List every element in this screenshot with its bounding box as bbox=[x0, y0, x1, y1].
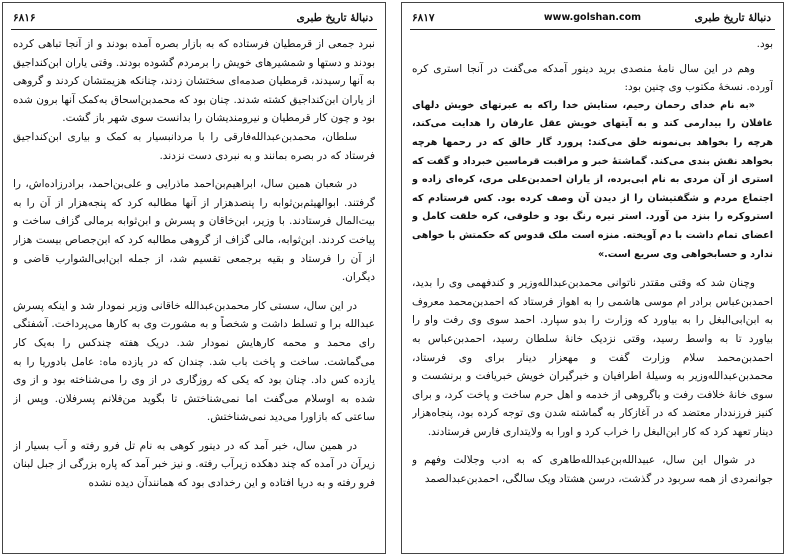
paragraph: وهم در این سال نامهٔ منصدی برید دینور آمدکه می‌گفت در آنجا استری کره آورده. نسخهٔ مکتوب وی چنین بود: bbox=[412, 62, 773, 94]
paragraph: در این سال، سستی کار محمدبن‌عبدالله خاقانی وزیر نمودار شد و اینکه پسرش عبدالله برا و تسلط داشت و شخصاً و به مشورت وی به کارها می‌پرداخت. آشفتگی رای محمد و محمه کارهایش نمودار شد. دریک هفته چندکس را به‌یک کار می‌گماشت. ساخت و پاخت باب شد. چندان که در یازده ماه: عامل بادوریا را به یازده کس داد. چنان بود که یکی که روزگاری در از وی را می‌شناخته بود و از وی شده به اوسلام می‌گفت اما نمی‌شناختش تا بگوید من‌فلانم پسرفلان. وپس از ساعتی که بازاورا می‌دید نمی‌شناختش. bbox=[13, 299, 375, 424]
page-gutter bbox=[386, 0, 401, 556]
running-title: دنبالهٔ تاریخ طبری bbox=[694, 12, 771, 24]
right-page-body bbox=[412, 35, 773, 549]
left-page-header bbox=[11, 7, 377, 30]
left-page-body bbox=[13, 35, 375, 549]
paragraph: در شعبان همین سال، ابراهیم‌بن‌احمد ماذرایی و علی‌بن‌احمد، برادرزاده‌اش، را گرفتند. ابوالهیثم‌بن‌ثوابه را پنصدهزار از آنها مطالبه کرد که پنجه‌هزار از آن را به بیت‌المال فرستادند. با وزیر، ابن‌خاقان و پسرش و ابن‌ثوابه برمالی گزاف ساخت و پیاخت کردند. ابن‌ثوابه، مالی گزاف از گروهی مطالبه کرد که ابن‌جصاص بیست هزار از آن را فرستاد و بقیه برجمعی تقسیم شد، از جمله ابن‌ابی‌الشوارب قاضی و دیگران. bbox=[13, 178, 375, 284]
quoted-letter: «به نام خدای رحمان رحیم، ستایش خدا راکه به عبرتهای خویش دلهای غافلان را بیدارمی کند و به آیتهای خویش عقل عارفان را هدایت می‌کند، هرچه را بخواهد بی‌نمونه خلق می‌کند: پرورد گار خالق که در رحمها هرچه بخواهد نقش بندی می‌کند. گماشتهٔ خبر و مراقبت قرماسین خبرداد و گفت که استری از آن مردی به نام ابی‌برده، از یاران احمدبن‌علی مری، کره‌ای زاده و اجتماع مردم و شگفتیشان را از دیدن آن وصف کرده بود. کس فرستادم که استروکره را بنزد من آورد. استر تیره رنگ بود و خلوقی، کره خلقت کامل و اعضای تمام داشت با دم آویخته. منزه است ملک قدوس که حکمتش با خواهی ندارد و حسابخواهی وی سریع است.» bbox=[412, 99, 773, 260]
paragraph: بود. bbox=[756, 38, 773, 50]
paragraph: در شوال این سال، عبیدالله‌بن‌عبدالله‌طاهری که به ادب وجلالت وفهم و جوانمردی از همه سربود در گذشت، درسن هشتاد ویک سالگی، احمدبن‌عبدالصمد bbox=[412, 454, 773, 486]
right-page bbox=[401, 2, 784, 554]
running-title: دنبالهٔ تاریخ طبری bbox=[296, 12, 373, 24]
paragraph: نبرد جمعی از قرمطیان فرستاده که به بازار بصره آمده بودند و از آنجا تباهی کرده بودند و دستها و شمشیرهای خویش را برمردم گشوده بودند. وقتی یاران ابن‌کنداجیق به آنها رسیدند، قرمطیان صدمه‌ای سختشان زدند، چنانکه هزیمتشان کردند و گروهی از یاران ابن‌کنداجیق کشته شدند. چنان بود که محمدبن‌اسحاق به‌کمک آنها برون شده بود و چون کار قرمطیان و نیرومندیشان را بدانست سوی شهر باز گشت. bbox=[13, 38, 375, 125]
right-page-header bbox=[410, 7, 775, 30]
website-url: www.golshan.com bbox=[543, 12, 642, 23]
paragraph: وچنان شد که وقتی مقتدر ناتوانی محمدبن‌عبدالله‌وزیر و کندفهمی وی را بدید، احمدبن‌عباس برادر ام موسی هاشمی را به اهواز فرستاد که احمدبن‌محمد معروف به ابن‌ابی‌البغل را به بیاورد که وزارت را بدو سپارد. احمد سوی وی رفت واو را بیاورد تا به واسط رسید، وقتی نزدیک خانهٔ سلطان رسید، احمدبن‌عباس به احمدبن‌محمد سلام وزارت گفت و مهعزار دینار برای وی فرستاد، محمدبن‌عبدالله‌وزیر به وسیلهٔ اطرافیان و خبرگیران خویش خبریافت و برنشست و سوی خانهٔ خلافت رفت و باگروهی از خدمه و اهل حرم ساخت و پاخت کرد، و برای کنیز فرزنددار معتضد که در آغازکار به گماشته شدن وی توجه کرده بود، پنجاه‌هزار دینار تعهد کرد که کار ابن‌البغل را خراب کرد و اورا به ولایتداری فارس فرستادند. bbox=[412, 277, 773, 438]
left-page bbox=[2, 2, 386, 554]
page-number: ۶۸۱۷ bbox=[412, 12, 435, 24]
page-number: ۶۸۱۶ bbox=[13, 12, 36, 24]
paragraph: در همین سال، خبر آمد که در دینور کوهی به نام تل فرو رفته و آب بسیار از زیرآن در آمده که چند دهکده زیرآب رفته. و نیز خبر آمد که پاره بزرگی از جبل لبنان فرو رفته و به دریا افتاده و این رخدادی بود که همانندآن دیده نشده bbox=[13, 439, 375, 490]
paragraph: سلطان، محمدبن‌عبدالله‌فارقی را با مردانبسیار به کمک و بیاری ابن‌کنداجیق فرستاد که در بصره بمانند و به نبردی دست نزدند. bbox=[13, 130, 375, 162]
